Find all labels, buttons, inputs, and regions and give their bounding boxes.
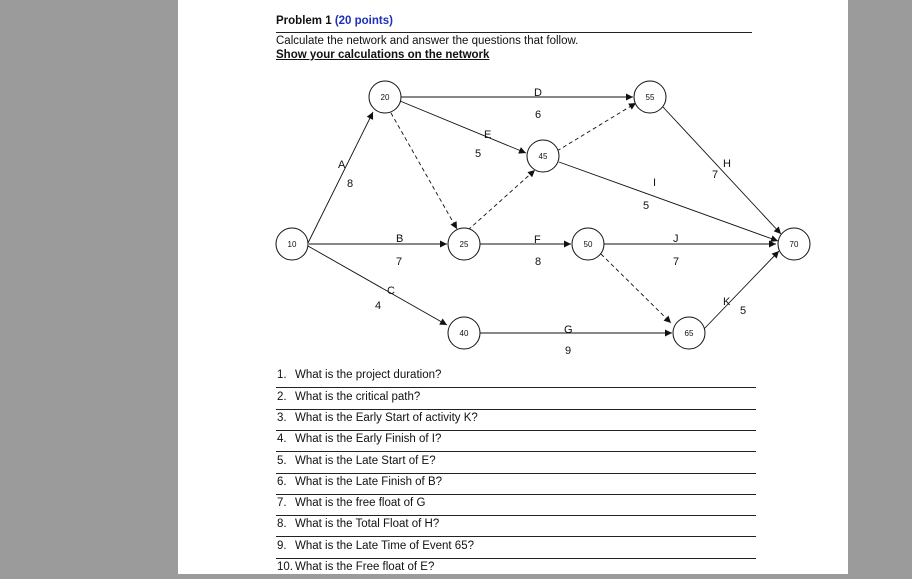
question-6: 6. What is the Late Finish of B?	[276, 473, 756, 495]
question-1: 1. What is the project duration?	[276, 366, 756, 388]
svg-text:40: 40	[459, 329, 469, 338]
question-9: 9. What is the Late Time of Event 65?	[276, 537, 756, 559]
question-8: 8. What is the Total Float of H?	[276, 515, 756, 537]
dummy-25-45	[468, 170, 535, 230]
dummy-20-25	[391, 113, 457, 229]
label-K: K	[723, 296, 731, 308]
arrow-C	[308, 246, 447, 325]
node-50	[572, 228, 604, 260]
label-H: H	[723, 158, 731, 170]
duration-K: 5	[740, 305, 747, 317]
svg-text:25: 25	[459, 240, 469, 249]
node-70	[778, 228, 810, 260]
duration-F: 8	[535, 256, 542, 268]
question-10: 10. What is the Free float of E?	[277, 561, 435, 573]
node-25	[448, 228, 480, 260]
problem-label: Problem 1	[276, 15, 332, 27]
arrow-H	[663, 107, 781, 234]
question-3: 3. What is the Early Start of activity K?	[276, 409, 756, 431]
duration-H: 7	[712, 169, 719, 181]
node-20	[369, 81, 401, 113]
node-40	[448, 317, 480, 349]
points-label: (20 points)	[334, 15, 393, 27]
node-45	[527, 140, 559, 172]
duration-I: 5	[643, 200, 650, 212]
question-2: 2. What is the critical path?	[276, 388, 756, 410]
network-diagram	[178, 0, 848, 370]
duration-E: 5	[475, 148, 482, 160]
dummy-50-65	[601, 254, 671, 323]
arrow-K	[704, 251, 779, 329]
label-J: J	[673, 233, 679, 245]
node-10	[276, 228, 308, 260]
svg-text:10: 10	[287, 240, 297, 249]
duration-B: 7	[396, 256, 403, 268]
label-D: D	[534, 87, 542, 99]
svg-text:45: 45	[538, 152, 548, 161]
label-B: B	[396, 233, 404, 245]
svg-text:70: 70	[789, 240, 799, 249]
duration-J: 7	[673, 256, 680, 268]
duration-D: 6	[535, 109, 542, 121]
label-I: I	[653, 177, 657, 189]
emphasis-text: Show your calculations on the network	[276, 49, 490, 61]
duration-A: 8	[347, 178, 354, 190]
question-5: 5. What is the Late Start of E?	[276, 452, 756, 474]
instruction-text: Calculate the network and answer the questions that follow.	[276, 35, 579, 47]
label-E: E	[484, 129, 492, 141]
arrow-E	[400, 101, 526, 153]
svg-text:20: 20	[380, 93, 390, 102]
label-C: C	[387, 285, 395, 297]
svg-text:55: 55	[645, 93, 655, 102]
svg-text:65: 65	[684, 329, 694, 338]
document-page	[178, 0, 848, 574]
arrow-A	[308, 112, 373, 243]
dummy-45-55	[557, 103, 636, 151]
svg-text:50: 50	[583, 240, 593, 249]
duration-C: 4	[375, 300, 382, 312]
question-4: 4. What is the Early Finish of I?	[276, 430, 756, 452]
node-55	[634, 81, 666, 113]
label-G: G	[564, 324, 573, 336]
duration-G: 9	[565, 345, 572, 357]
label-F: F	[534, 234, 541, 246]
node-65	[673, 317, 705, 349]
question-7: 7. What is the free float of G	[276, 494, 756, 516]
label-A: A	[338, 159, 346, 171]
